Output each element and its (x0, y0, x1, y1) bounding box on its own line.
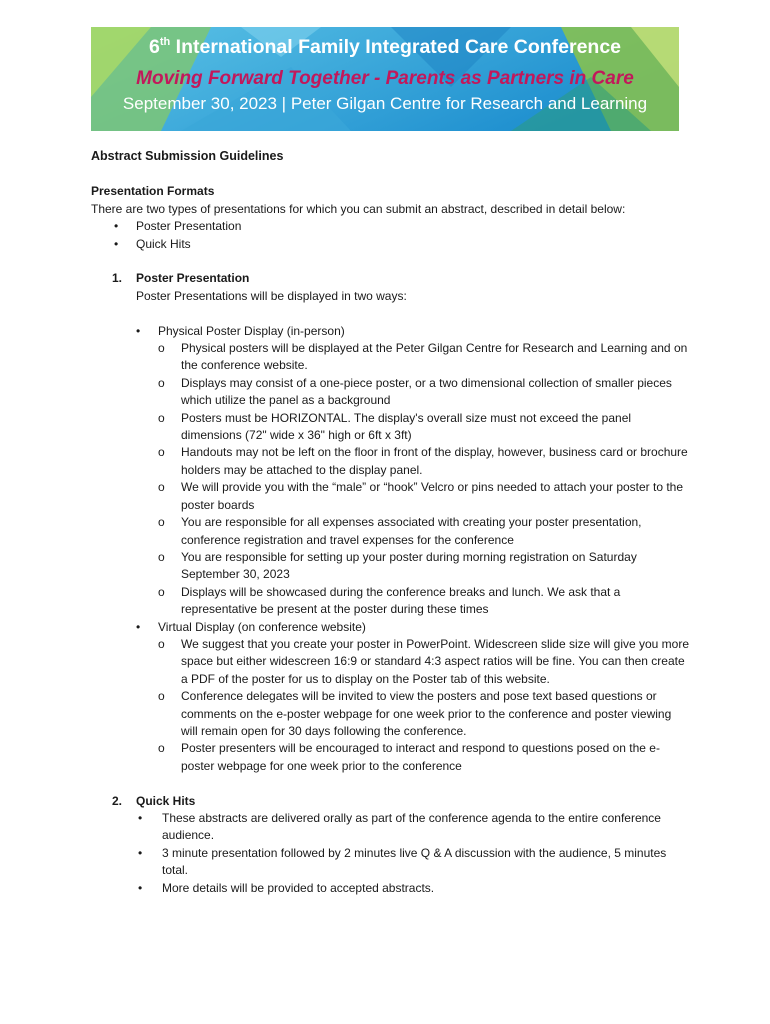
quick-hits-details (136, 810, 691, 897)
page-title: Abstract Submission Guidelines (91, 149, 284, 163)
list-item: o We will provide you with the “male” or “hook” Velcro or pins needed to attach your poster to the poster boards (158, 479, 691, 514)
list-item: o Physical posters will be displayed at the Peter Gilgan Centre for Research and Learning and on the conference website. (158, 340, 691, 375)
list-item-label: • Physical Poster Display (in-person) (158, 323, 345, 338)
list-item: • More details will be provided to accepted abstracts. (136, 880, 691, 897)
conference-banner (91, 27, 679, 131)
formats-list (91, 218, 691, 253)
section-number: 1. (112, 271, 123, 286)
list-item-label: • Virtual Display (on conference website) (158, 619, 366, 634)
section-heading: Quick Hits (136, 793, 196, 808)
banner-subtitle: Moving Forward Together - Parents as Partners in Care (136, 68, 634, 89)
section-heading-formats: Presentation Formats (91, 184, 215, 199)
list-item: o Displays will be showcased during the conference breaks and lunch. We ask that a representative be present at the poster during these times (158, 584, 691, 619)
list-item: o Posters must be HORIZONTAL. The display's overall size must not exceed the panel dimensions (72" wide x 36" high or 6ft x 3ft) (158, 410, 691, 445)
banner-date-location: September 30, 2023 | Peter Gilgan Centre for Research and Learning (122, 94, 648, 113)
list-item-virtual-display (136, 619, 691, 776)
list-item: o You are responsible for setting up your poster during morning registration on Saturday September 30, 2023 (158, 549, 691, 584)
section-quick-hits (91, 793, 691, 897)
section-poster-presentation (91, 270, 691, 775)
list-item: • 3 minute presentation followed by 2 minutes live Q & A discussion with the audience, 5 minutes total. (136, 845, 691, 880)
document-body (91, 148, 691, 897)
list-item-physical-display (136, 323, 691, 619)
list-item: • These abstracts are delivered orally as part of the conference agenda to the entire conference audience. (136, 810, 691, 845)
numbered-sections (91, 270, 691, 897)
list-item: o You are responsible for all expenses associated with creating your poster presentation, conference registration and travel expenses for the conference (158, 514, 691, 549)
list-item: o Conference delegates will be invited to view the posters and pose text based questions or comments on the e-poster webpage for one week prior to the conference and poster viewing will remain open for 30 days following the conference. (158, 688, 691, 740)
list-item: • Poster Presentation (91, 218, 691, 235)
list-item: o Handouts may not be left on the floor in front of the display, however, business card or brochure holders may be attached to the display panel. (158, 444, 691, 479)
section-intro: Poster Presentations will be displayed in two ways: (136, 288, 407, 303)
list-item: o We suggest that you create your poster in PowerPoint. Widescreen slide size will give you more space but either widescreen 16:9 or standard 4:3 aspect ratios will be fine. You can then create a PDF of the poster for us to display on the Poster tab of this website. (158, 636, 691, 688)
formats-intro: There are two types of presentations for which you can submit an abstract, described in detail below: (91, 201, 626, 216)
physical-display-details (158, 340, 691, 619)
list-item: • Quick Hits (91, 236, 691, 253)
section-number: 2. (112, 793, 123, 808)
list-item: o Poster presenters will be encouraged to interact and respond to questions posed on the e-poster webpage for one week prior to the conference (158, 740, 691, 775)
list-item: o Displays may consist of a one-piece poster, or a two dimensional collection of smaller pieces which utilize the panel as a background (158, 375, 691, 410)
banner-title: 6th International Family Integrated Care Conference (148, 36, 622, 58)
virtual-display-details (158, 636, 691, 775)
poster-display-types (136, 323, 691, 776)
section-heading: Poster Presentation (136, 271, 250, 286)
